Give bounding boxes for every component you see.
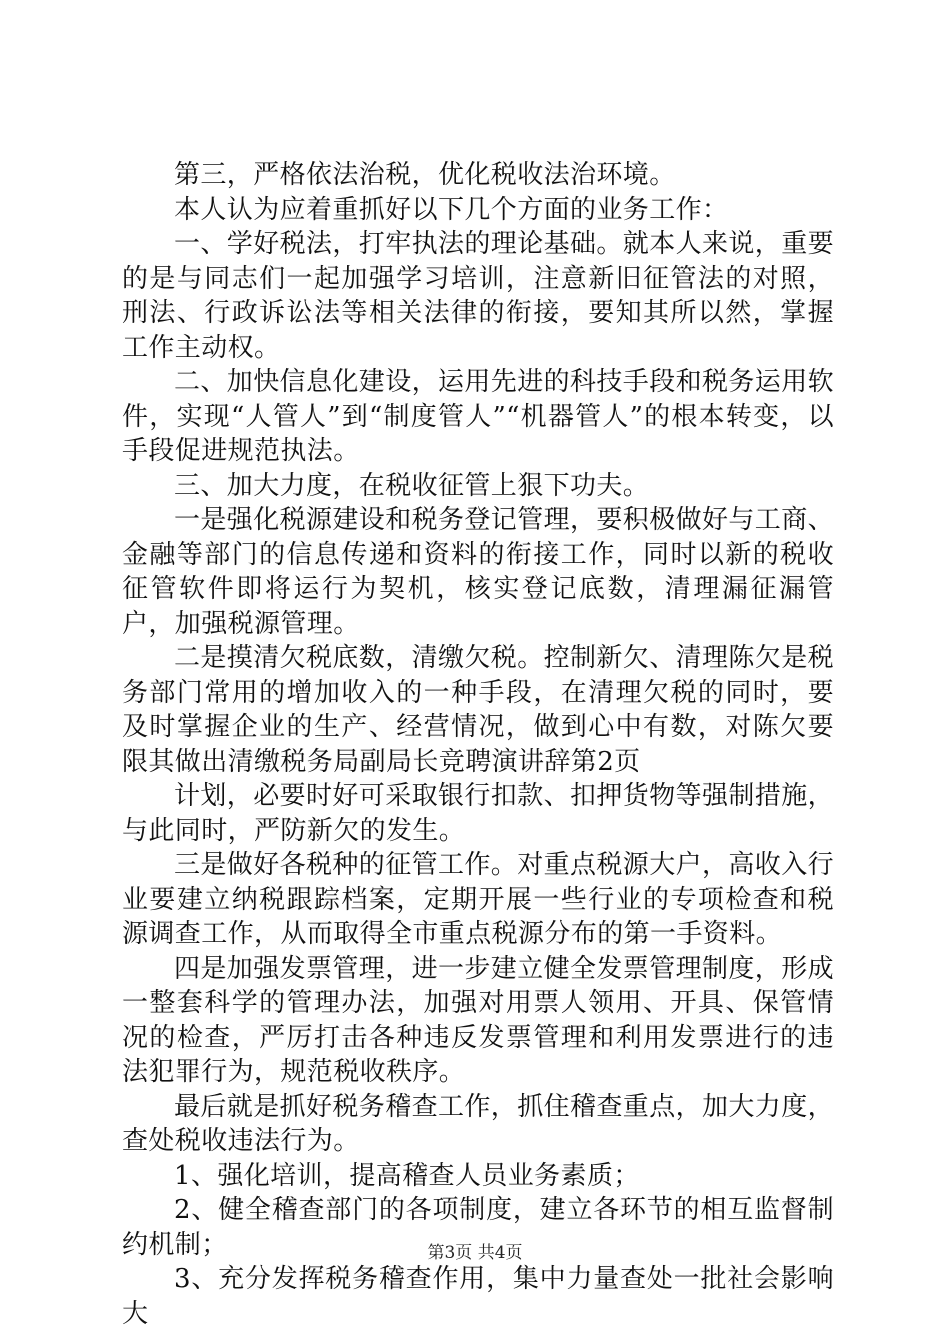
paragraph: 二是摸清欠税底数，清缴欠税。控制新欠、清理陈欠是税务部门常用的增加收入的一种手段，在清理欠税的同时，要及时掌握企业的生产、经营情况，做到心中有数，对陈欠要限其做出清缴税务局副局长竞聘演讲辞第2页	[122, 643, 835, 777]
paragraph: 一是强化税源建设和税务登记管理，要积极做好与工商、金融等部门的信息传递和资料的衔接工作，同时以新的税收征管软件即将运行为契机，核实登记底数，清理漏征漏管户，加强税源管理。	[122, 505, 835, 639]
page-footer: 第3页 共4页	[427, 1243, 523, 1263]
paragraph: 本人认为应着重抓好以下几个方面的业务工作：	[174, 194, 729, 225]
paragraph: 计划，必要时好可采取银行扣款、扣押货物等强制措施，与此同时，严防新欠的发生。	[122, 781, 835, 846]
paragraph: 最后就是抓好税务稽查工作，抓住稽查重点，加大力度，查处税收违法行为。	[122, 1091, 835, 1156]
paragraph: 一、学好税法，打牢执法的理论基础。就本人来说，重要的是与同志们一起加强学习培训，注意新旧征管法的对照，刑法、行政诉讼法等相关法律的衔接，要知其所以然，掌握工作主动权。	[122, 229, 835, 363]
document-body	[122, 158, 834, 1331]
paragraph: 二、加快信息化建设，运用先进的科技手段和税务运用软件，实现“人管人”到“制度管人”“机器管人”的根本转变，以手段促进规范执法。	[122, 367, 835, 466]
paragraph: 四是加强发票管理，进一步建立健全发票管理制度，形成一整套科学的管理办法，加强对用票人领用、开具、保管情况的检查，严厉打击各种违反发票管理和利用发票进行的违法犯罪行为，规范税收秩序。	[122, 953, 835, 1087]
paragraph: 三、加大力度，在税收征管上狠下功夫。	[174, 470, 650, 501]
paragraph: 三是做好各税种的征管工作。对重点税源大户，高收入行业要建立纳税跟踪档案，定期开展一些行业的专项检查和税源调查工作，从而取得全市重点税源分布的第一手资料。	[122, 850, 835, 949]
paragraph: 第三，严格依法治税，优化税收法治环境。	[174, 160, 676, 190]
paragraph: 2、健全稽查部门的各项制度，建立各环节的相互监督制约机制；	[122, 1195, 834, 1260]
paragraph: 1、强化培训，提高稽查人员业务素质；	[174, 1160, 640, 1191]
paragraph: 3、充分发挥税务稽查作用，集中力量查处一批社会影响大	[122, 1264, 834, 1329]
